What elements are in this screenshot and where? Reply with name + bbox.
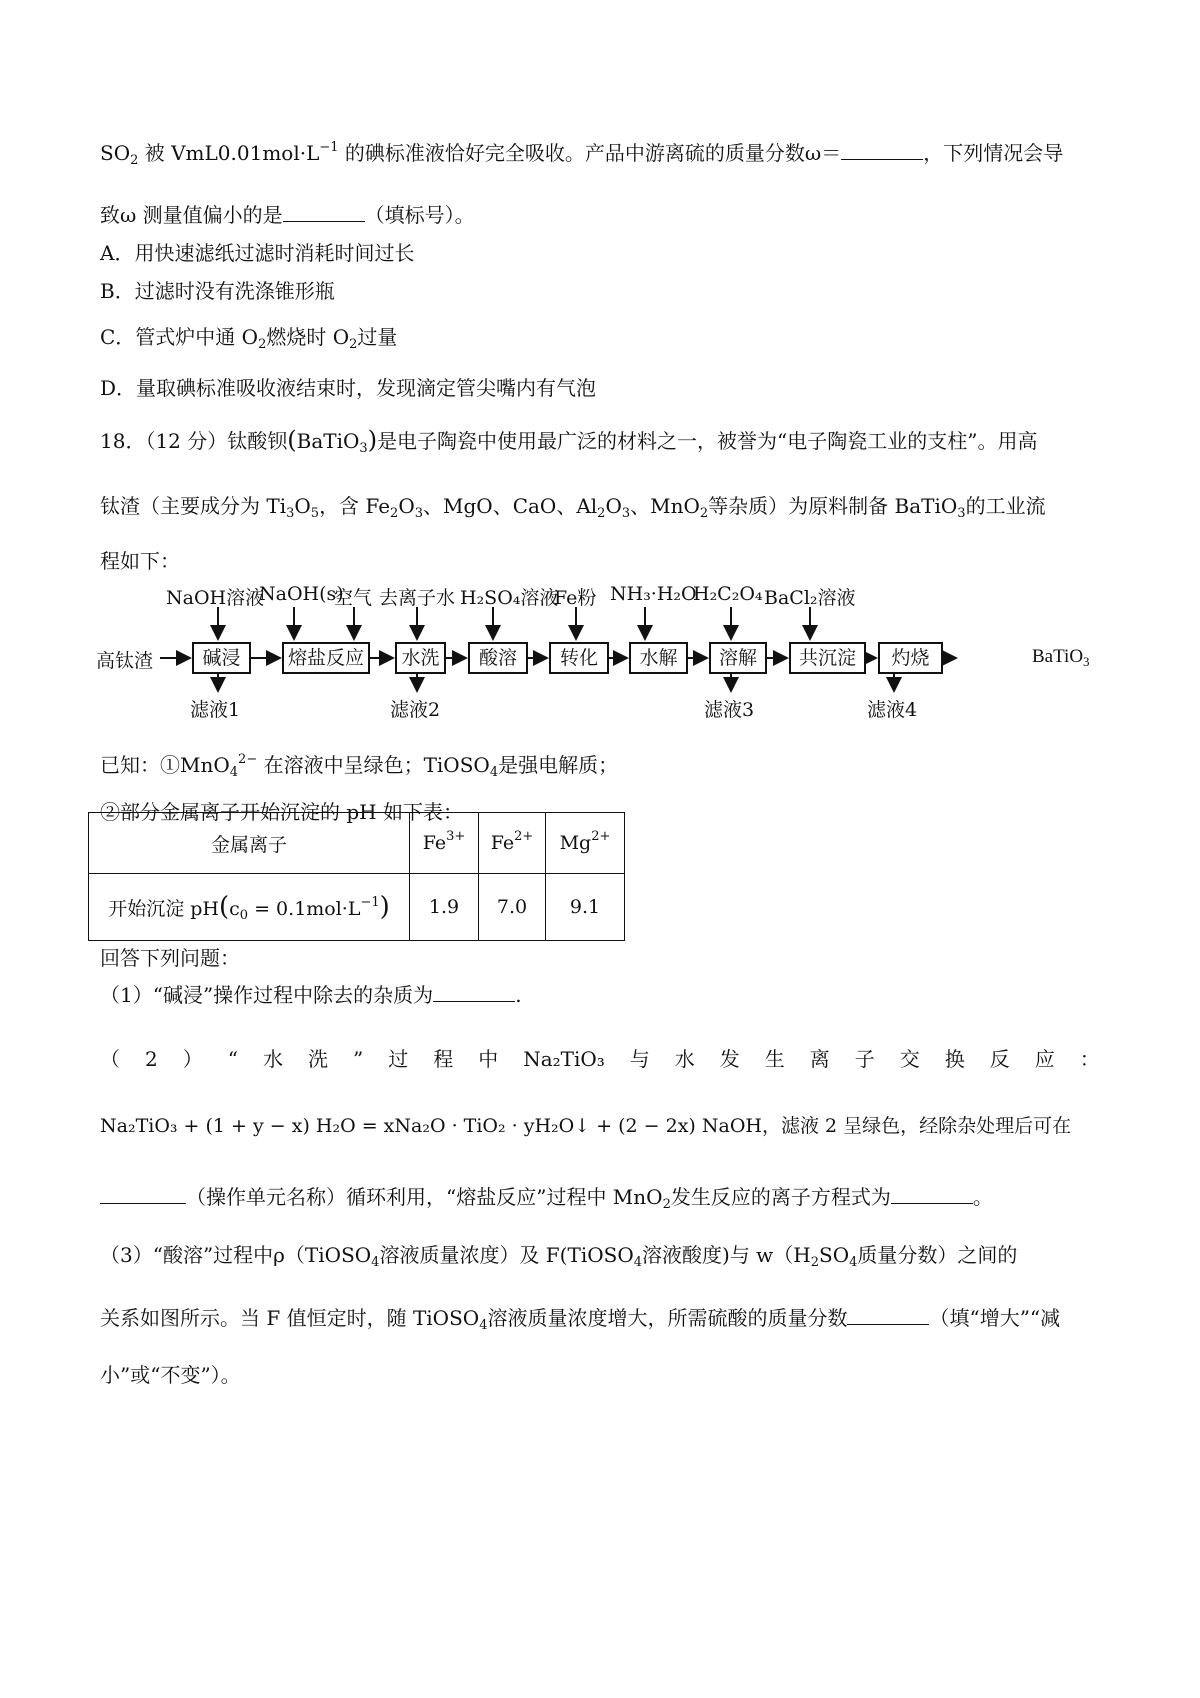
flow-filtrate-4: 滤液4	[867, 699, 918, 721]
q17-option-d: D．量取碘标准吸收液结束时，发现滴定管尖嘴内有气泡	[100, 376, 597, 400]
flow-input-fe-powder: Fe粉	[554, 587, 597, 609]
table-header-fe2: $Fe^{2+}$	[479, 813, 546, 874]
q18-part2-line1: （ 2 ） “ 水 洗 ” 过 程 中 Na₂TiO₃ 与 水 发 生 离 子 交 换 反 应 ：	[100, 1047, 1100, 1071]
table-row	[89, 874, 625, 941]
table-header-fe3: $Fe^{3+}$	[410, 813, 479, 874]
q18-part3-line1: （3）“酸溶”过程中ρ（TiOSO$_4$溶液质量浓度）及 F(TiOSO$_4$溶液酸度)与 $w(H_2SO_4$质量分数）之间的	[100, 1243, 1018, 1270]
table-row	[89, 813, 625, 874]
flow-input-nh3: NH₃·H₂O	[610, 583, 697, 605]
table-row-label: 开始沉淀 $pH(c_0 = 0.1mol\cdot L^{-1})$	[89, 874, 410, 941]
flow-input-h2so4: H₂SO₄溶液	[460, 587, 559, 609]
q17-option-a: A．用快速滤纸过滤时消耗时间过长	[100, 241, 415, 265]
flow-input-h2c2o4: H₂C₂O₄	[693, 583, 763, 605]
flow-step-water-wash: 水洗	[395, 642, 446, 674]
answer-blank[interactable]	[841, 141, 923, 160]
q17-line2: 致ω 测量值偏小的是 （填标号）。	[100, 203, 475, 227]
q18-line2: 钛渣（主要成分为 $Ti_3O_5$，含 $Fe_2O_3$、MgO、CaO、$Al_2O_3$、MnO$_2$等杂质）为原料制备 BaTiO$_3$的工业流	[100, 494, 1046, 521]
flow-step-molten-salt: 熔盐反应	[282, 642, 370, 674]
table-cell-fe2: 7.0	[479, 874, 546, 941]
flow-input-deionized-water: 去离子水	[379, 587, 456, 609]
table-cell-fe3: 1.9	[410, 874, 479, 941]
flow-filtrate-2: 滤液2	[390, 699, 441, 721]
flow-step-convert: 转化	[549, 642, 609, 674]
answer-blank[interactable]	[433, 983, 515, 1002]
flow-step-coprecipitate: 共沉淀	[789, 642, 866, 674]
flow-step-alkali-leach: 碱浸	[192, 642, 251, 674]
q18-part2-line3: （操作单元名称）循环利用，“熔盐反应”过程中 MnO$_2$发生反应的离子方程式为 。	[100, 1182, 993, 1212]
flow-start-label: 高钛渣	[96, 650, 154, 672]
table-cell-mg2: 9.1	[546, 874, 625, 941]
q18-known-2: ②部分金属离子开始沉淀的 pH 如下表：	[100, 800, 463, 824]
answer-blank[interactable]	[100, 1185, 186, 1204]
flow-input-air: 空气	[334, 587, 373, 609]
q18-line3: 程如下：	[100, 549, 180, 573]
flow-step-acid-dissolve: 酸溶	[468, 642, 528, 674]
answer-blank[interactable]	[847, 1306, 929, 1325]
process-flowchart	[96, 585, 1126, 725]
table-header-mg2: $Mg^{2+}$	[546, 813, 625, 874]
q17-line1: $SO_2$ 被 $VmL0.01mol\cdot L^{-1}$ 的碘标准液恰好完全吸收。产品中游离硫的质量分数ω＝ ，下列情况会导	[100, 140, 1064, 168]
q18-part3-line2: 关系如图所示。当 F 值恒定时，随 TiOSO$_4$溶液质量浓度增大，所需硫酸的质量分数 （填“增大”“减	[100, 1306, 1061, 1333]
flow-filtrate-3: 滤液3	[704, 699, 755, 721]
q18-part3-line3: 小”或“不变”）。	[100, 1363, 241, 1387]
flow-step-hydrolysis: 水解	[629, 642, 688, 674]
flow-step-dissolve: 溶解	[709, 642, 767, 674]
flow-input-naoh-solution: NaOH溶液	[166, 587, 265, 609]
flow-step-calcine: 灼烧	[878, 642, 943, 674]
answer-blank[interactable]	[283, 203, 365, 222]
flow-input-bacl2: BaCl₂溶液	[764, 587, 856, 609]
q18-part1: （1）“碱浸”操作过程中除去的杂质为 .	[100, 983, 522, 1007]
flow-end-label: BaTiO$_3$	[1032, 646, 1090, 669]
q18-intro: 18．（12 分）钛酸钡(BaTiO$_3$)是电子陶瓷中使用最广泛的材料之一，被誉为“电子陶瓷工业的支柱”。用高	[100, 426, 1038, 456]
flow-input-naoh-solid: NaOH(s)	[259, 583, 344, 605]
q17-option-c: C．管式炉中通 $O_2$燃烧时 $O_2$过量	[100, 325, 398, 352]
answer-blank[interactable]	[891, 1185, 973, 1204]
q18-part2-equation: Na₂TiO₃ + (1 + y − x) H₂O = xNa₂O · TiO₂ · yH₂O↓ + (2 − 2x) NaOH，滤液 2 呈绿色，经除杂处理后可在	[100, 1115, 1072, 1137]
ph-table	[88, 812, 625, 941]
q17-option-b: B．过滤时没有洗涤锥形瓶	[100, 279, 335, 303]
table-header-ion: 金属离子	[89, 813, 410, 874]
q18-known-1: 已知：①MnO$_4^{2-}$ 在溶液中呈绿色；TiOSO$_4$是强电解质；	[100, 752, 619, 780]
answer-intro: 回答下列问题：	[100, 946, 240, 970]
flow-filtrate-1: 滤液1	[190, 699, 241, 721]
